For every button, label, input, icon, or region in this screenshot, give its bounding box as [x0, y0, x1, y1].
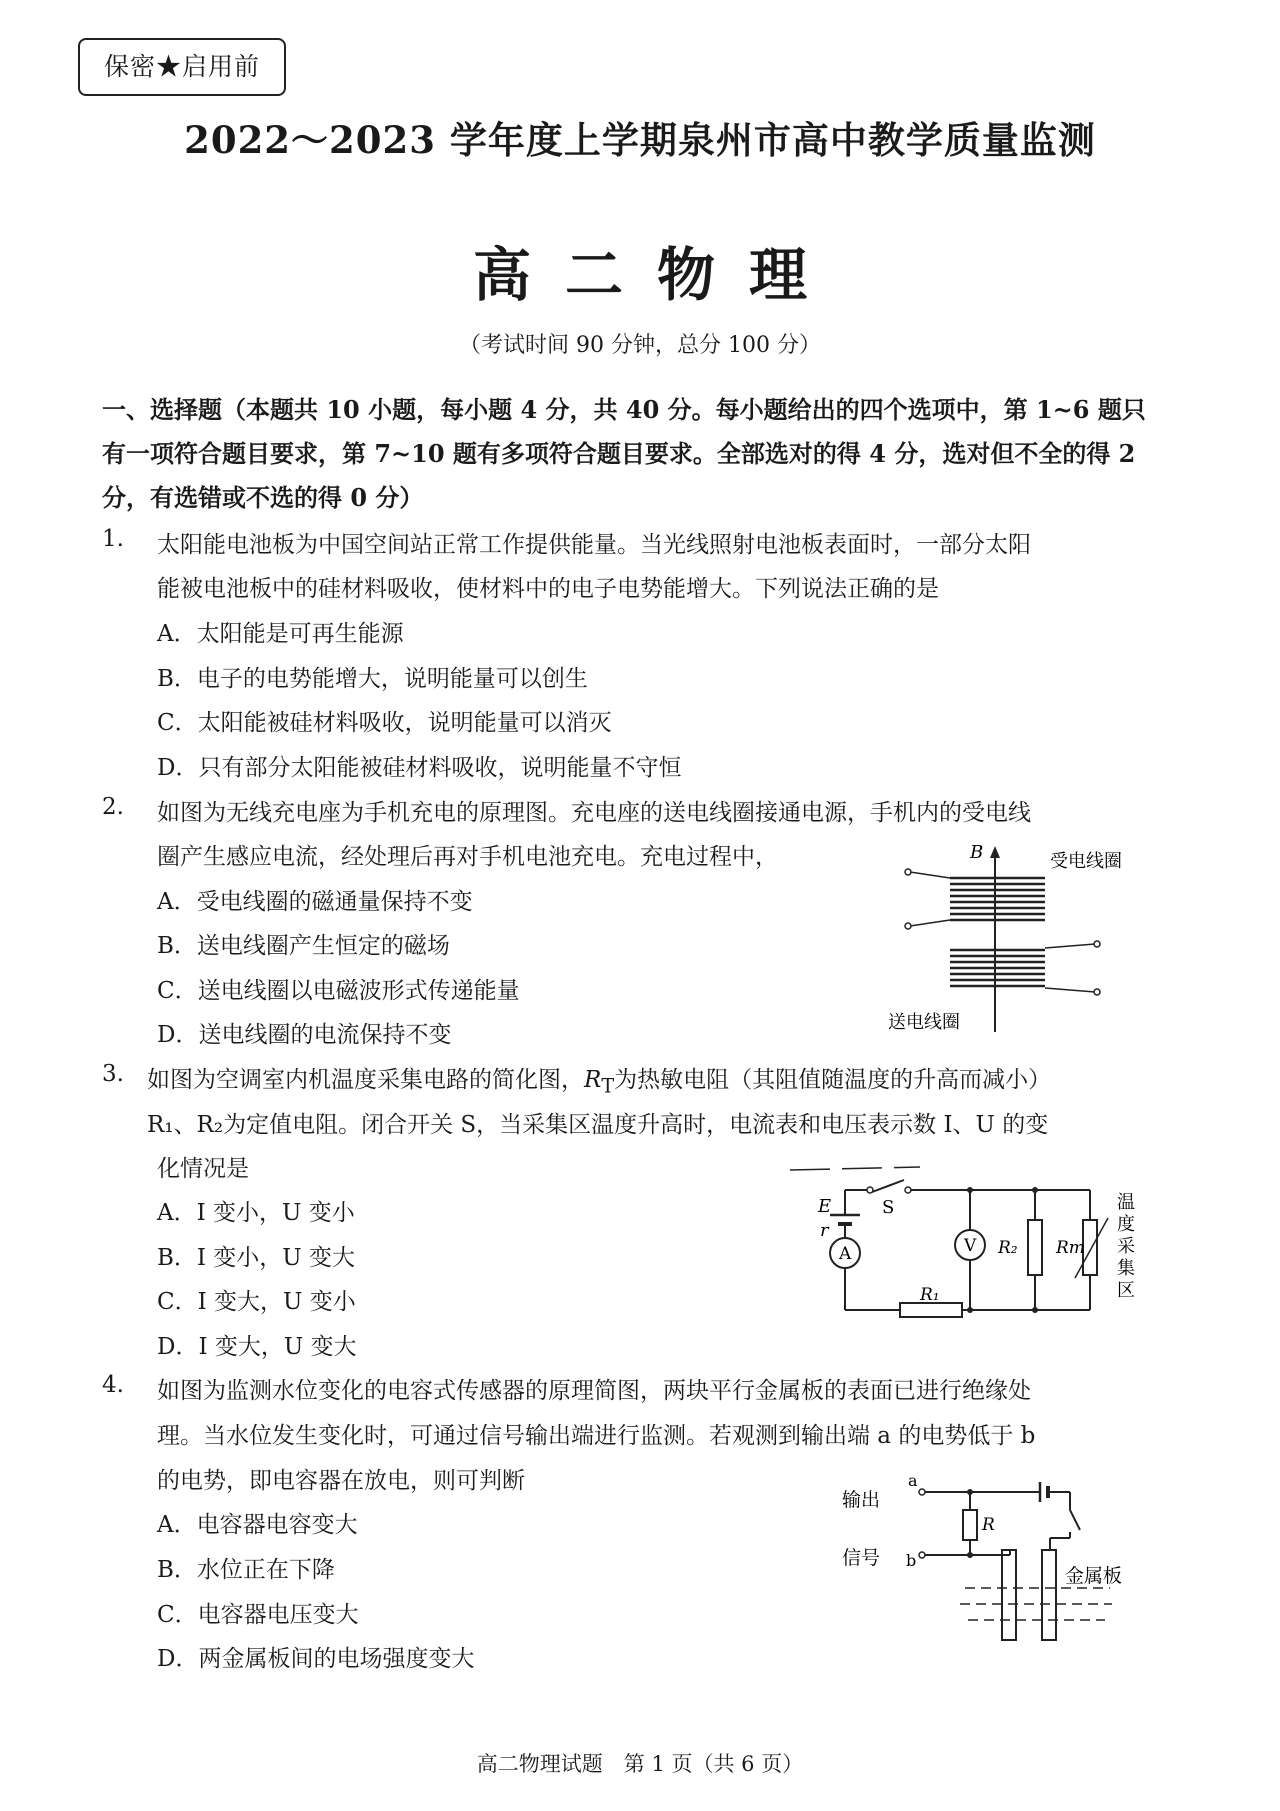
- q4-option-a: A．电容器电容变大: [157, 1512, 358, 1538]
- zone-char-3: 采: [1117, 1236, 1135, 1257]
- internal-r-label: r: [820, 1220, 829, 1241]
- switch-s-label: S: [882, 1197, 895, 1218]
- q2-option-a: A．受电线圈的磁通量保持不变: [157, 889, 473, 915]
- water-surface: [960, 1588, 1112, 1620]
- q2-option-d: D．送电线圈的电流保持不变: [157, 1022, 452, 1048]
- q3-stem-post: 为热敏电阻（其阻值随温度的升高而减小）: [614, 1067, 1052, 1093]
- subject-title: 高二物理: [472, 241, 841, 309]
- junction-dot: [1032, 1187, 1038, 1193]
- terminal-a-label: a: [908, 1471, 918, 1490]
- q4-stem-line3: 的电势，即电容器在放电，则可判断: [157, 1468, 525, 1494]
- confidential-stamp: 保密★启用前: [78, 38, 286, 96]
- q4-option-d: D．两金属板间的电场强度变大: [157, 1646, 475, 1672]
- exam-info: （考试时间 90 分钟，总分 100 分）: [459, 333, 821, 358]
- terminal-b: [919, 1552, 925, 1558]
- q3-stem-line1: [147, 1061, 1051, 1098]
- q3-stem-pre: 如图为空调室内机温度采集电路的简化图，: [147, 1067, 584, 1093]
- q3-rt-subscript: T: [601, 1074, 615, 1098]
- switch-lever: [872, 1180, 904, 1192]
- field-arrow-icon: [990, 846, 1000, 858]
- junction-dot: [967, 1307, 973, 1313]
- q3-option-b: B．I 变小，U 变大: [157, 1245, 355, 1271]
- q4-number: 4.: [102, 1372, 124, 1398]
- voltmeter-label: V: [964, 1236, 977, 1256]
- signal-label: 信号: [842, 1547, 881, 1569]
- q2-stem-line1: 如图为无线充电座为手机充电的原理图。充电座的送电线圈接通电源，手机内的受电线: [157, 800, 1031, 826]
- q1-option-a: A．太阳能是可再生能源: [157, 621, 404, 647]
- zone-char-5: 区: [1117, 1280, 1135, 1301]
- q3-rt-symbol: R: [584, 1067, 602, 1093]
- junction-dot: [967, 1552, 973, 1558]
- q3-number: 3.: [102, 1061, 124, 1087]
- terminal-b-label: b: [906, 1551, 917, 1570]
- junction-dot: [967, 1489, 973, 1495]
- junction-dot: [967, 1187, 973, 1193]
- receive-coil: [950, 878, 1045, 920]
- q2-option-b: B．送电线圈产生恒定的磁场: [157, 933, 450, 959]
- q1-option-b: B．电子的电势能增大，说明能量可以创生: [157, 666, 588, 692]
- field-b-label: B: [970, 842, 984, 863]
- zone-char-1: 温: [1117, 1192, 1135, 1213]
- q3-stem-line2: R₁、R₂为定值电阻。闭合开关 S，当采集区温度升高时，电流表和电压表示数 I、U 的变: [147, 1112, 1049, 1138]
- q2-number: 2.: [102, 794, 124, 820]
- ammeter-label: A: [839, 1244, 852, 1264]
- rt-label: Rт: [1056, 1238, 1085, 1258]
- switch-contact-left: [867, 1187, 873, 1193]
- terminal-a: [919, 1489, 925, 1495]
- q1-stem-line2: 能被电池板中的硅材料吸收，使材料中的电子电势能增大。下列说法正确的是: [157, 576, 939, 602]
- junction-dot: [1032, 1307, 1038, 1313]
- q3-option-a: A．I 变小，U 变小: [157, 1200, 355, 1226]
- q2-stem-line2: 圈产生感应电流，经处理后再对手机电池充电。充电过程中，: [157, 844, 778, 870]
- send-coil-label: 送电线圈: [888, 1012, 960, 1033]
- q4-sensor-figure: [830, 1470, 1130, 1645]
- switch-contact-right: [905, 1187, 911, 1193]
- q3-circuit-figure: [790, 1160, 1150, 1340]
- resistor-r-label: R: [982, 1515, 995, 1535]
- output-label: 输出: [842, 1489, 881, 1511]
- zone-char-4: 集: [1117, 1258, 1135, 1279]
- q3-stem-line3: 化情况是: [157, 1156, 249, 1182]
- q2-option-c: C．送电线圈以电磁波形式传递能量: [157, 978, 520, 1004]
- q1-stem-line1: 太阳能电池板为中国空间站正常工作提供能量。当光线照射电池板表面时，一部分太阳: [157, 532, 1031, 558]
- page-footer: 高二物理试题 第 1 页（共 6 页）: [476, 1752, 804, 1776]
- battery-e-label: E: [818, 1196, 832, 1217]
- r1-label: R₁: [920, 1285, 940, 1305]
- q1-number: 1.: [102, 526, 124, 552]
- q4-option-c: C．电容器电压变大: [157, 1602, 359, 1628]
- section-heading: 一、选择题（本题共 10 小题，每小题 4 分，共 40 分。每小题给出的四个选项中，第 1~6 题只有一项符合题目要求，第 7~10 题有多项符合题目要求。全部选对的得 4 分，选对但不全的得 2 分，有选错或不选的得 0 分）: [102, 395, 1146, 512]
- r2-label: R₂: [998, 1238, 1018, 1258]
- receive-coil-label: 受电线圈: [1050, 851, 1122, 872]
- q1-option-c: C．太阳能被硅材料吸收，说明能量可以消灭: [157, 710, 612, 736]
- zone-char-2: 度: [1117, 1214, 1135, 1235]
- q3-option-d: D．I 变大，U 变大: [157, 1334, 357, 1360]
- send-coil: [950, 950, 1045, 986]
- q3-option-c: C．I 变大，U 变小: [157, 1289, 356, 1315]
- q4-option-b: B．水位正在下降: [157, 1557, 335, 1583]
- exam-title: 2022～2023 学年度上学期泉州市高中教学质量监测: [184, 118, 1096, 162]
- q4-stem-line2: 理。当水位发生变化时，可通过信号输出端进行监测。若观测到输出端 a 的电势低于 b: [157, 1423, 1036, 1449]
- q2-coil-figure: [888, 842, 1150, 1042]
- q4-stem-line1: 如图为监测水位变化的电容式传感器的原理简图，两块平行金属板的表面已进行绝缘处: [157, 1378, 1031, 1404]
- q1-option-d: D．只有部分太阳能被硅材料吸收，说明能量不守恒: [157, 755, 682, 781]
- metal-plate-label: 金属板: [1065, 1565, 1123, 1587]
